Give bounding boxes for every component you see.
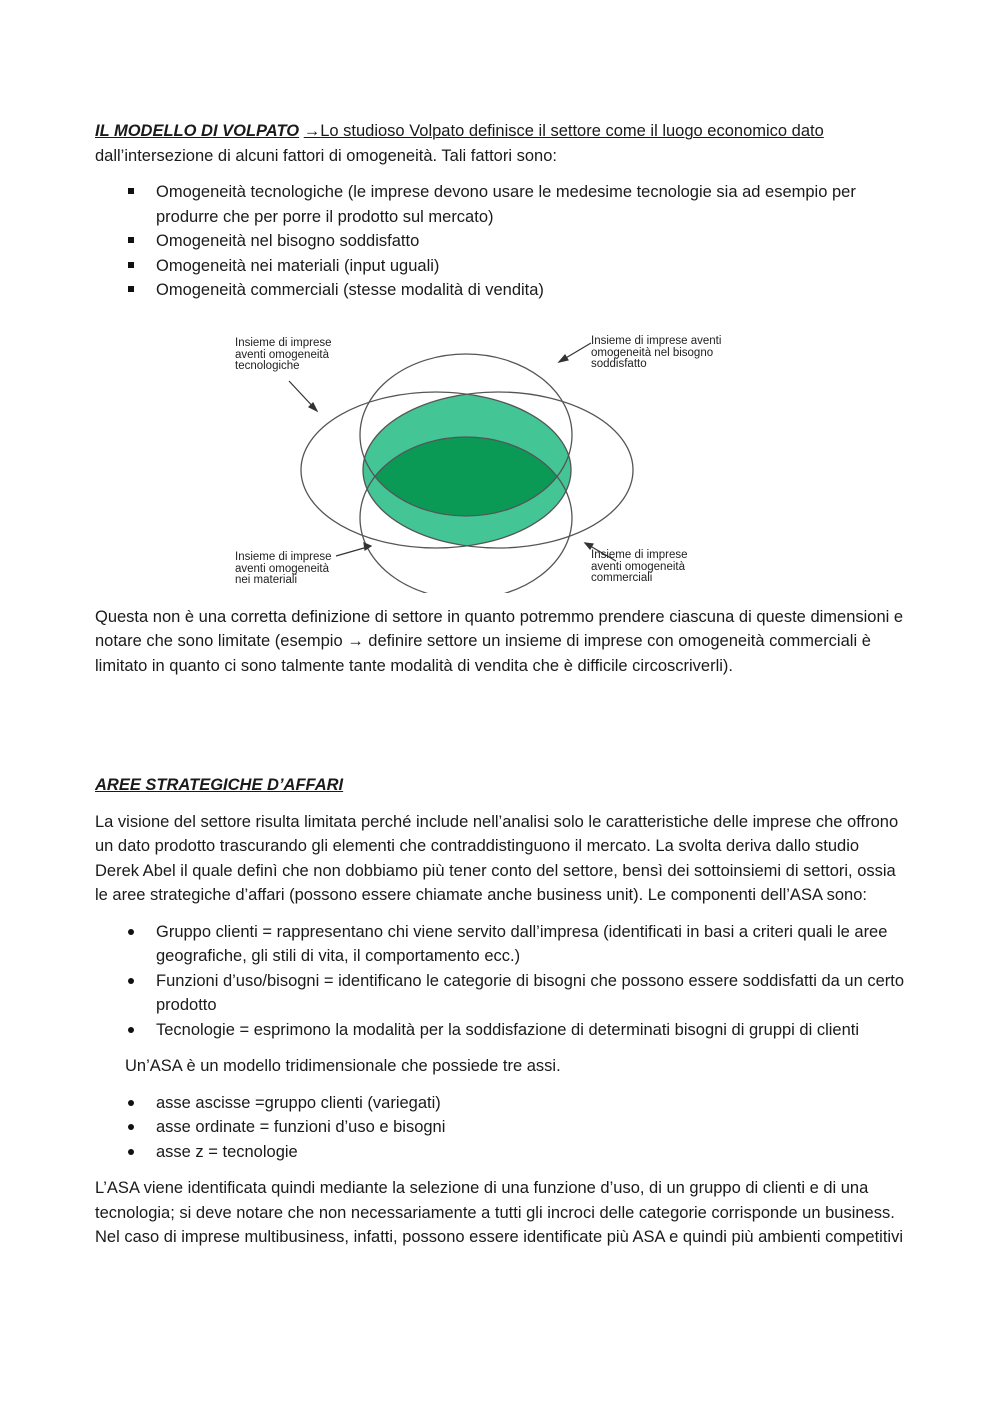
section2-paragraph: La visione del settore risulta limitata perché include nell’analisi solo le caratteristiche delle imprese che offrono un dato prodotto trascurando gli elementi che contraddistinguono il mercato. La svolta deriva dallo studio Derek Abel il quale definì che non dobbiamo più tener conto del settore, bensì dei sottoinsiemi di settori, ossia le aree strategiche d’affari (possono essere chiamate anche business unit). Le componenti dell’ASA sono: [95,812,899,904]
label-materiali: Insieme di imprese aventi omogeneità nei materiali [235,551,332,586]
arrow-bl-head [364,543,371,550]
axes-list [95,1091,905,1165]
label-commerciali: Insieme di imprese aventi omogeneità commerciali [591,549,688,584]
list-item: Funzioni d’uso/bisogni = identificano le categorie di bisogni che possono essere soddisfatti da un certo prodotto [95,969,905,1018]
list-item: Omogeneità tecnologiche (le imprese devono usare le medesime tecnologie sia ad esempio per produrre che per porre il prodotto sul mercato) [95,180,905,229]
section1-intro-b: dall’intersezione di alcuni fattori di omogeneità. Tali fattori sono: [95,146,557,165]
list-item: Omogeneità commerciali (stesse modalità di vendita) [95,278,905,303]
section2-heading: AREE STRATEGICHE D’AFFARI [95,776,344,794]
list-item: Tecnologie = esprimono la modalità per la soddisfazione di determinati bisogni di gruppi di clienti [95,1018,905,1043]
list-item: Omogeneità nei materiali (input uguali) [95,254,905,279]
components-list [95,920,905,1043]
asa-intro: Un’ASA è un modello tridimensionale che possiede tre assi. [125,1057,561,1075]
list-item: asse ascisse =gruppo clienti (variegati) [95,1091,905,1116]
venn-diagram [221,318,787,593]
section1-intro-a: Lo studioso Volpato definisce il settore come il luogo economico dato [320,122,824,140]
section1-heading: IL MODELLO DI VOLPATO [95,122,300,140]
arrow-tr-head [559,355,568,362]
list-item: asse ordinate = funzioni d’uso e bisogni [95,1115,905,1140]
list-item: asse z = tecnologie [95,1140,905,1165]
section1-intro [95,119,905,168]
list-item: Gruppo clienti = rappresentano chi viene servito dall’impresa (identificati in basi a criteri quali le aree geografiche, gli stili di vita, il comportamento ecc.) [95,920,905,969]
section1-comment: Questa non è una corretta definizione di settore in quanto potremmo prendere ciascuna di queste dimensioni e notare che sono limitate (esempio → definire settore un insieme di imprese con omogeneità commerciali è limitato in quanto ci sono talmente tante modalità di vendita che è difficile circoscriverli). [95,607,904,675]
list-item: Omogeneità nel bisogno soddisfatto [95,229,905,254]
label-tecnologiche: Insieme di imprese aventi omogeneità tecnologiche [235,337,332,372]
document-page [95,119,905,1250]
section2-conclusion: L’ASA viene identificata quindi mediante la selezione di una funzione d’uso, di un gruppo di clienti e di una tecnologia; si deve notare che non necessariamente a tutti gli incroci delle categorie corrisponde un business. Nel caso di imprese multibusiness, infatti, possono essere identificate più ASA e quindi più ambienti competitivi [95,1179,904,1246]
label-bisogno: Insieme di imprese aventi omogeneità nel bisogno soddisfatto [591,335,722,370]
factors-list [95,180,905,303]
arrow-right-icon: → [303,122,321,140]
